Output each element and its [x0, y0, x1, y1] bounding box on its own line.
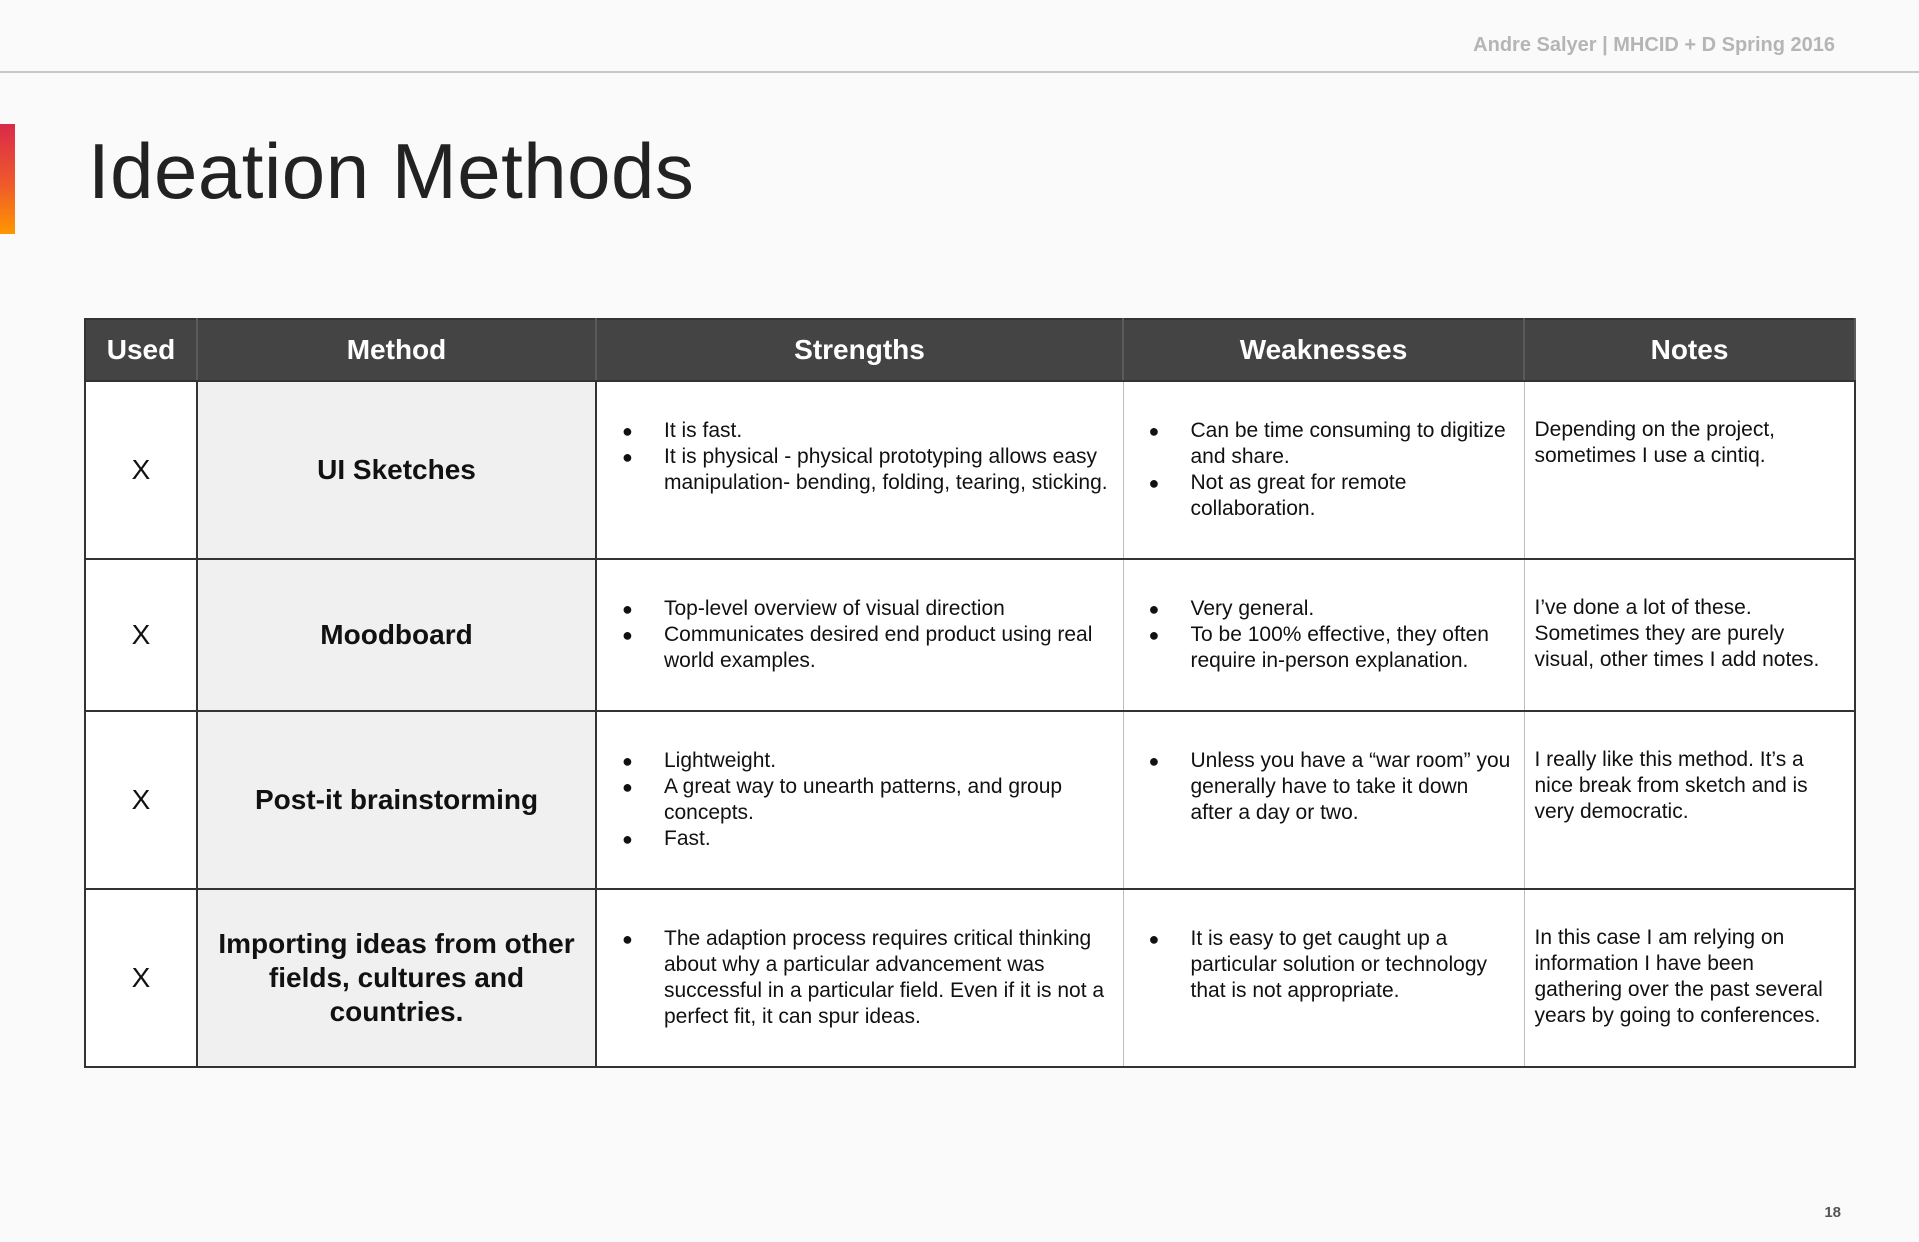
- strengths-cell: [596, 559, 1123, 711]
- used-cell: X: [85, 711, 197, 889]
- list-item: ● Not as great for remote collaboration.: [1148, 471, 1407, 520]
- bullet-icon: ●: [622, 751, 633, 771]
- list-item: ● Can be time consuming to digitize and share.: [1148, 419, 1506, 468]
- strengths-cell: [596, 889, 1123, 1067]
- bullet-icon: ●: [1148, 625, 1160, 645]
- method-cell: Post-it brainstorming: [197, 711, 596, 889]
- weaknesses-cell: [1123, 711, 1524, 889]
- table-row: [85, 711, 1855, 889]
- method-cell: UI Sketches: [197, 381, 596, 559]
- weaknesses-cell: [1123, 559, 1524, 711]
- strengths-list: [598, 891, 1122, 1030]
- notes-cell: In this case I am relying on information I have been gathering over the past several years by going to conferences.: [1524, 889, 1855, 1067]
- strengths-cell: [596, 381, 1123, 559]
- ideation-methods-table: [84, 318, 1856, 1068]
- header-credit: Andre Salyer | MHCID + D Spring 2016: [1473, 34, 1835, 56]
- strengths-cell: [596, 711, 1123, 889]
- list-item: ● It is easy to get caught up a particular solution or technology that is not appropriate.: [1148, 927, 1488, 1002]
- strengths-list: [598, 561, 1122, 674]
- table-row: [85, 559, 1855, 711]
- used-cell: X: [85, 381, 197, 559]
- list-item: ● The adaption process requires critical thinking about why a particular advancement was successful in a particular field. Even if it is not a perfect fit, it can spur ideas.: [622, 927, 1105, 1028]
- bullet-icon: ●: [1148, 929, 1160, 949]
- page-number: 18: [1824, 1204, 1841, 1221]
- bullet-icon: ●: [622, 421, 633, 441]
- header-divider: [0, 71, 1919, 73]
- list-item: ● Lightweight.: [622, 749, 777, 772]
- bullet-icon: ●: [1148, 473, 1160, 493]
- list-item: ● Fast.: [622, 827, 711, 850]
- weaknesses-cell: [1123, 381, 1524, 559]
- table-row: [85, 889, 1855, 1067]
- weaknesses-list: [1125, 561, 1523, 674]
- column-header-method: Method: [197, 319, 596, 381]
- bullet-icon: ●: [1148, 599, 1160, 619]
- bullet-icon: ●: [622, 829, 633, 849]
- list-item: ● It is fast.: [622, 419, 743, 442]
- weaknesses-list: [1125, 713, 1523, 826]
- column-header-weaknesses: Weaknesses: [1123, 319, 1524, 381]
- method-cell: Importing ideas from other fields, cultures and countries.: [197, 889, 596, 1067]
- table-header-row: [85, 319, 1855, 381]
- list-item: ● A great way to unearth patterns, and group concepts.: [622, 775, 1063, 824]
- list-item: ● It is physical - physical prototyping allows easy manipulation- bending, folding, tearing, sticking.: [622, 445, 1108, 494]
- column-header-notes: Notes: [1524, 319, 1855, 381]
- bullet-icon: ●: [622, 625, 633, 645]
- list-item: ● Very general.: [1148, 597, 1315, 620]
- title-accent-bar: [0, 124, 15, 234]
- notes-cell: I’ve done a lot of these. Sometimes they are purely visual, other times I add notes.: [1524, 559, 1855, 711]
- bullet-icon: ●: [622, 929, 633, 949]
- column-header-strengths: Strengths: [596, 319, 1123, 381]
- column-header-used: Used: [85, 319, 197, 381]
- bullet-icon: ●: [1148, 751, 1160, 771]
- bullet-icon: ●: [622, 447, 633, 467]
- used-cell: X: [85, 889, 197, 1067]
- strengths-list: [598, 383, 1122, 496]
- notes-cell: Depending on the project, sometimes I use a cintiq.: [1524, 381, 1855, 559]
- method-cell: Moodboard: [197, 559, 596, 711]
- table-row: [85, 381, 1855, 559]
- list-item: ● Communicates desired end product using real world examples.: [622, 623, 1093, 672]
- bullet-icon: ●: [1148, 421, 1160, 441]
- list-item: ● Top-level overview of visual direction: [622, 597, 1005, 620]
- weaknesses-cell: [1123, 889, 1524, 1067]
- used-cell: X: [85, 559, 197, 711]
- weaknesses-list: [1125, 383, 1523, 522]
- bullet-icon: ●: [622, 599, 633, 619]
- list-item: ● To be 100% effective, they often require in-person explanation.: [1148, 623, 1489, 672]
- strengths-list: [598, 713, 1122, 852]
- page-title: Ideation Methods: [88, 127, 695, 215]
- list-item: ● Unless you have a “war room” you generally have to take it down after a day or two.: [1148, 749, 1511, 824]
- bullet-icon: ●: [622, 777, 633, 797]
- weaknesses-list: [1125, 891, 1523, 1004]
- notes-cell: I really like this method. It’s a nice break from sketch and is very democratic.: [1524, 711, 1855, 889]
